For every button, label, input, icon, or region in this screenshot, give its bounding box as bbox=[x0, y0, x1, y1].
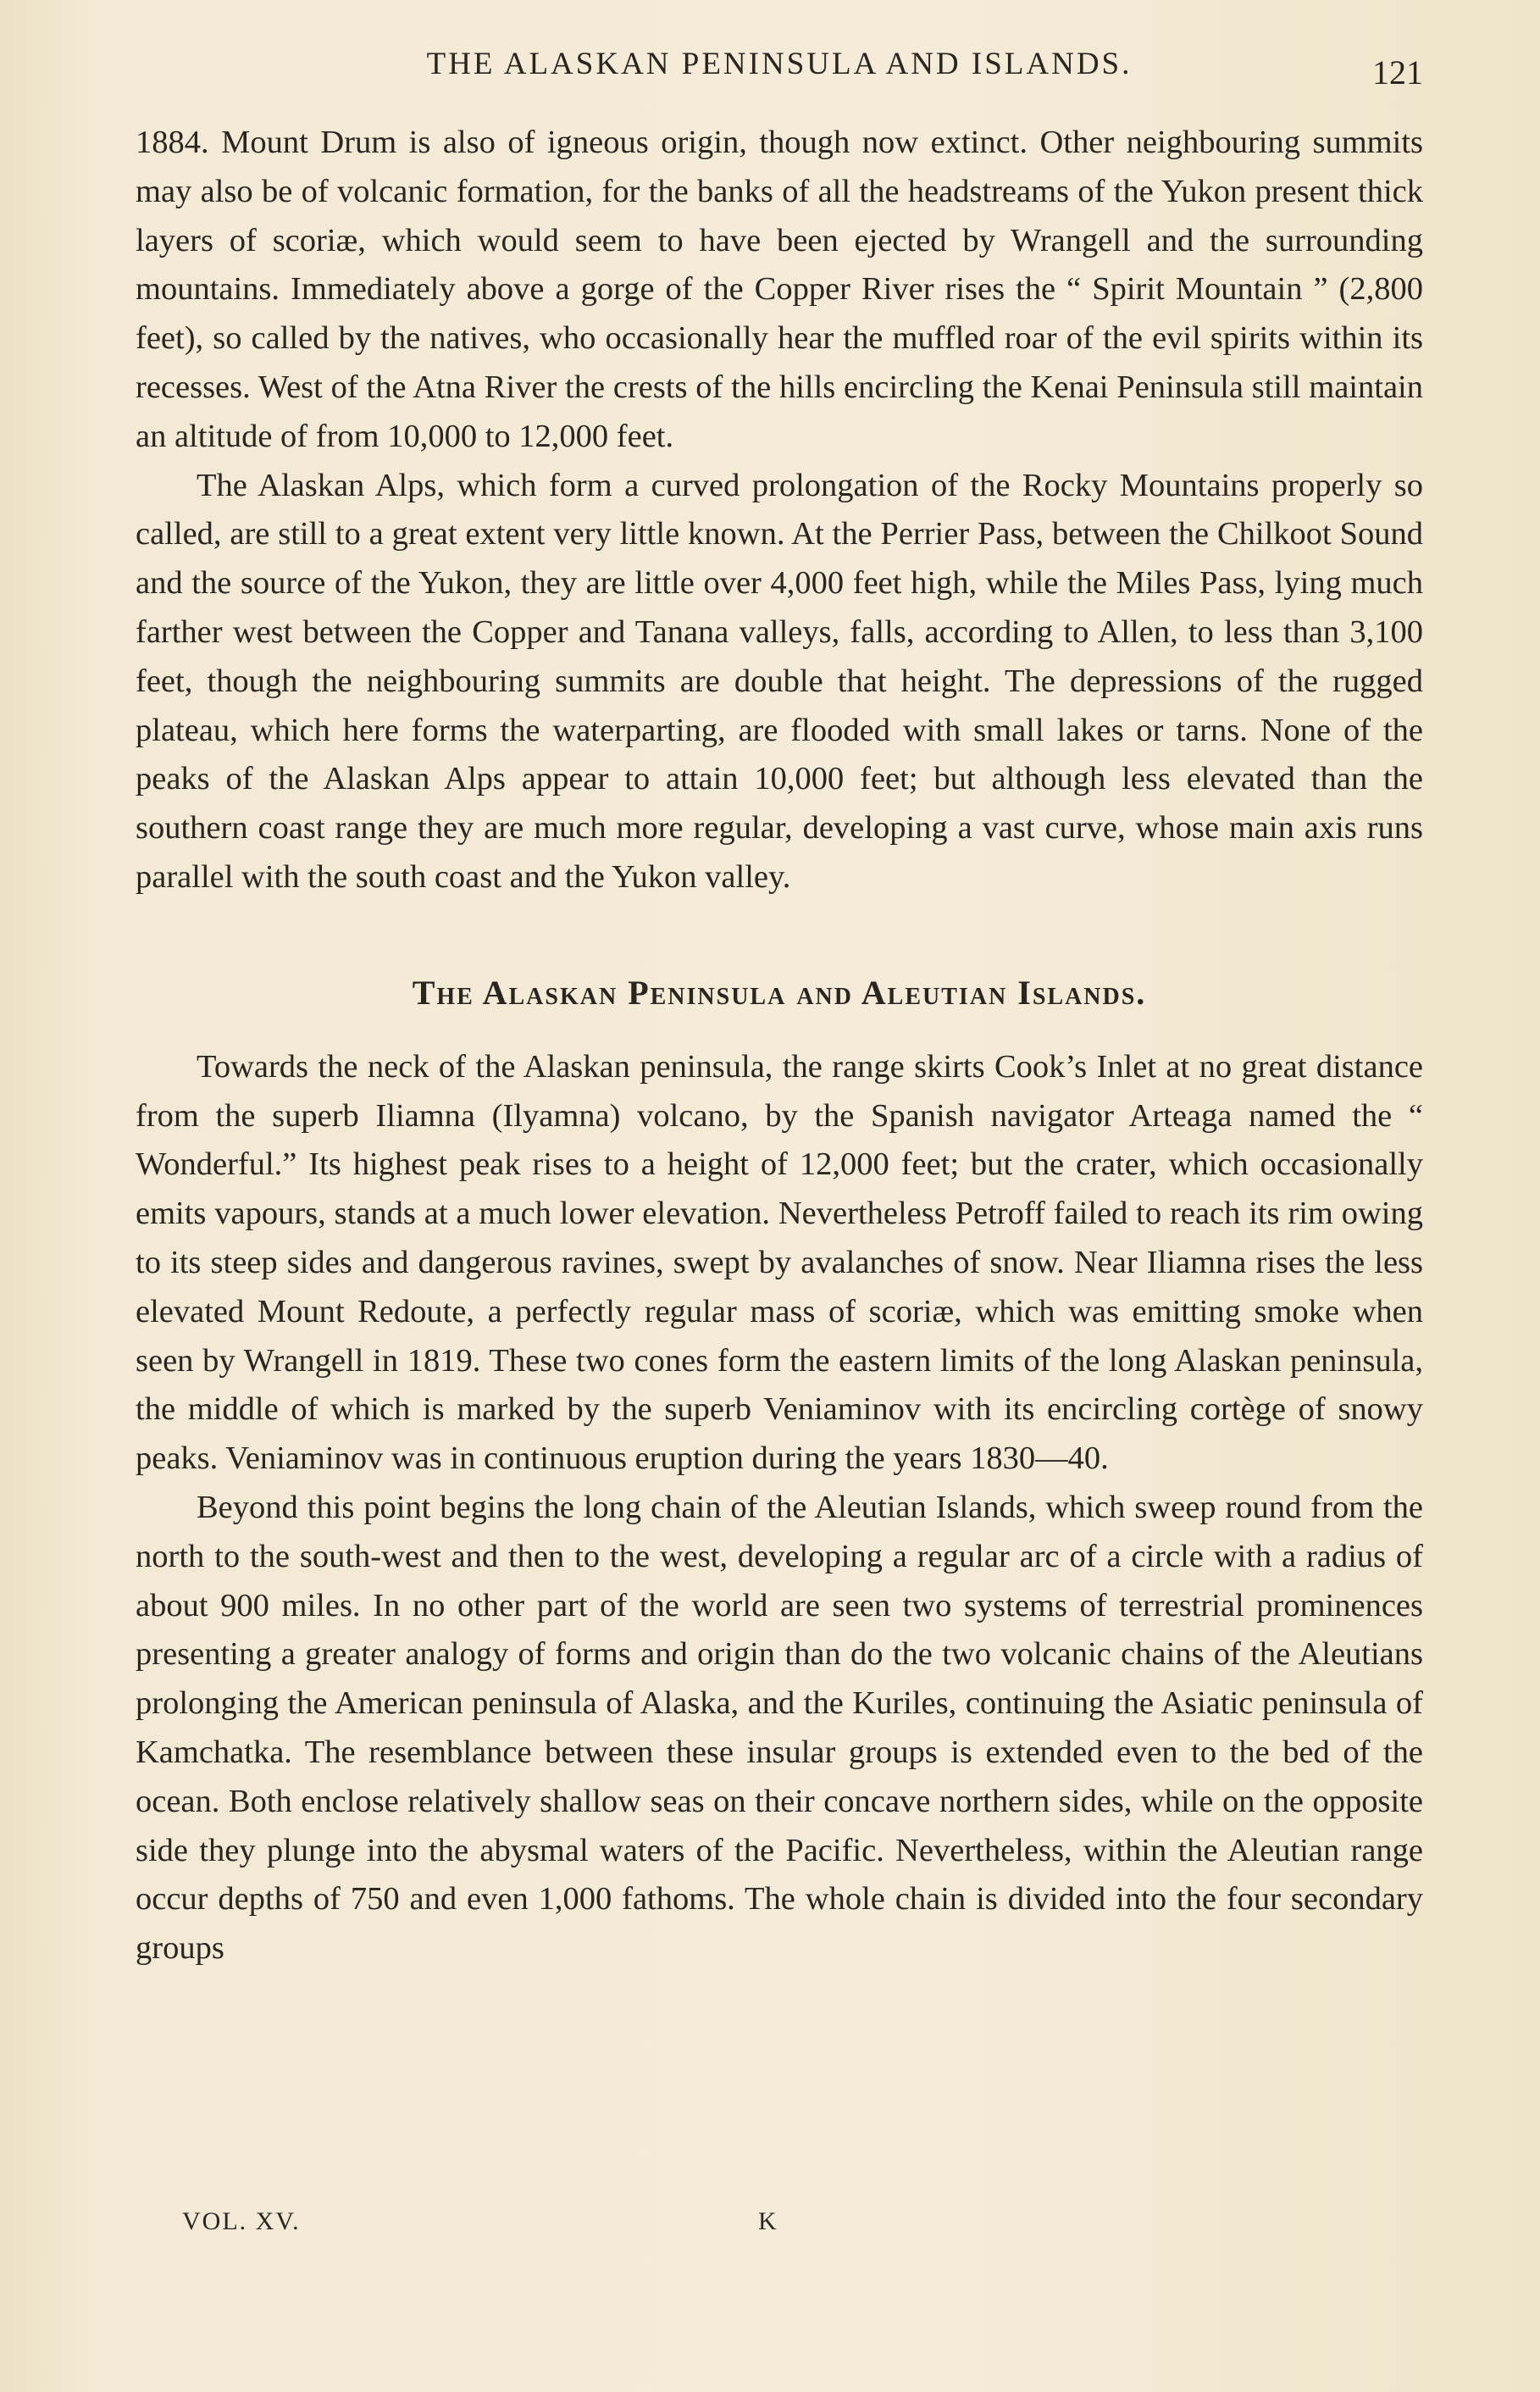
paragraph-continued: 1884. Mount Drum is also of igneous origin, though now extinct. Other neighbouring summits may also be of volcanic formation, for the banks of all the headstreams of the Yukon present thick layers of scoriæ, which would seem to have been ejected by Wrangell and the surrounding mountains. Immediately above a gorge of the Copper River rises the “ Spirit Mountain ” (2,800 feet), so called by the natives, who occasionally hear the muffled roar of the evil spirits within its recesses. West of the Atna River the crests of the hills encircling the Kenai Peninsula still maintain an altitude of from 10,000 to 12,000 feet. bbox=[136, 125, 1423, 454]
running-title: THE ALASKAN PENINSULA AND ISLANDS. bbox=[426, 47, 1133, 81]
running-head bbox=[136, 37, 1423, 92]
paragraph-aleutian-chain: Beyond this point begins the long chain of the Aleutian Islands, which sweep round from the north to the south-west and then to the west, developing a regular arc of a circle with a radius of about 900 miles. In no other part of the world are seen two systems of terrestrial prominences presenting a greater analogy of forms and origin than do the two volcanic chains of the Aleutians prolonging the American peninsula of Alaska, and the Kuriles, continuing the Asiatic peninsula of Kamchatka. The resemblance between these insular groups is extended even to the bed of the ocean. Both enclose relatively shallow seas on their concave northern sides, while on the opposite side they plunge into the abysmal waters of the Pacific. Nevertheless, within the Aleutian range occur depths of 750 and even 1,000 fathoms. The whole chain is divided into the four secondary groups bbox=[136, 1489, 1423, 1967]
section-heading: The Alaskan Peninsula and Aleutian Islands. bbox=[412, 973, 1147, 1012]
paragraph-alaskan-alps: The Alaskan Alps, which form a curved prolongation of the Rocky Mountains properly so called, are still to a great extent very little known. At the Perrier Pass, between the Chilkoot Sound and the source of the Yukon, they are little over 4,000 feet high, while the Miles Pass, lying much farther west between the Copper and Tanana valleys, falls, according to Allen, to less than 3,100 feet, though the neighbouring summits are double that height. The depressions of the rugged plateau, which here forms the waterparting, are flooded with small lakes or tarns. None of the peaks of the Alaskan Alps appear to attain 10,000 feet; but although less elevated than the southern coast range they are much more regular, developing a vast curve, whose main axis runs parallel with the south coast and the Yukon valley. bbox=[136, 467, 1423, 895]
paragraph-iliamna: Towards the neck of the Alaskan peninsula, the range skirts Cook’s Inlet at no great distance from the superb Iliamna (Ilyamna) volcano, by the Spanish navigator Arteaga named the “ Wonderful.” Its highest peak rises to a height of 12,000 feet; but the crater, which occasionally emits vapours, stands at a much lower elevation. Nevertheless Petroff failed to reach its rim owing to its steep sides and dangerous ravines, swept by avalanches of snow. Near Iliamna rises the less elevated Mount Redoute, a perfectly regular mass of scoriæ, which was emitting smoke when seen by Wrangell in 1819. These two cones form the eastern limits of the long Alaskan peninsula, the middle of which is marked by the superb Veniaminov with its encircling cortège of snowy peaks. Veniaminov was in continuous eruption during the years 1830—40. bbox=[136, 1048, 1423, 1477]
signature-mark: K bbox=[758, 2207, 778, 2235]
volume-mark: VOL. XV. bbox=[182, 2207, 301, 2235]
page-footer bbox=[136, 2207, 1423, 2250]
page-number: 121 bbox=[1372, 53, 1423, 92]
main-text bbox=[136, 119, 1423, 1973]
